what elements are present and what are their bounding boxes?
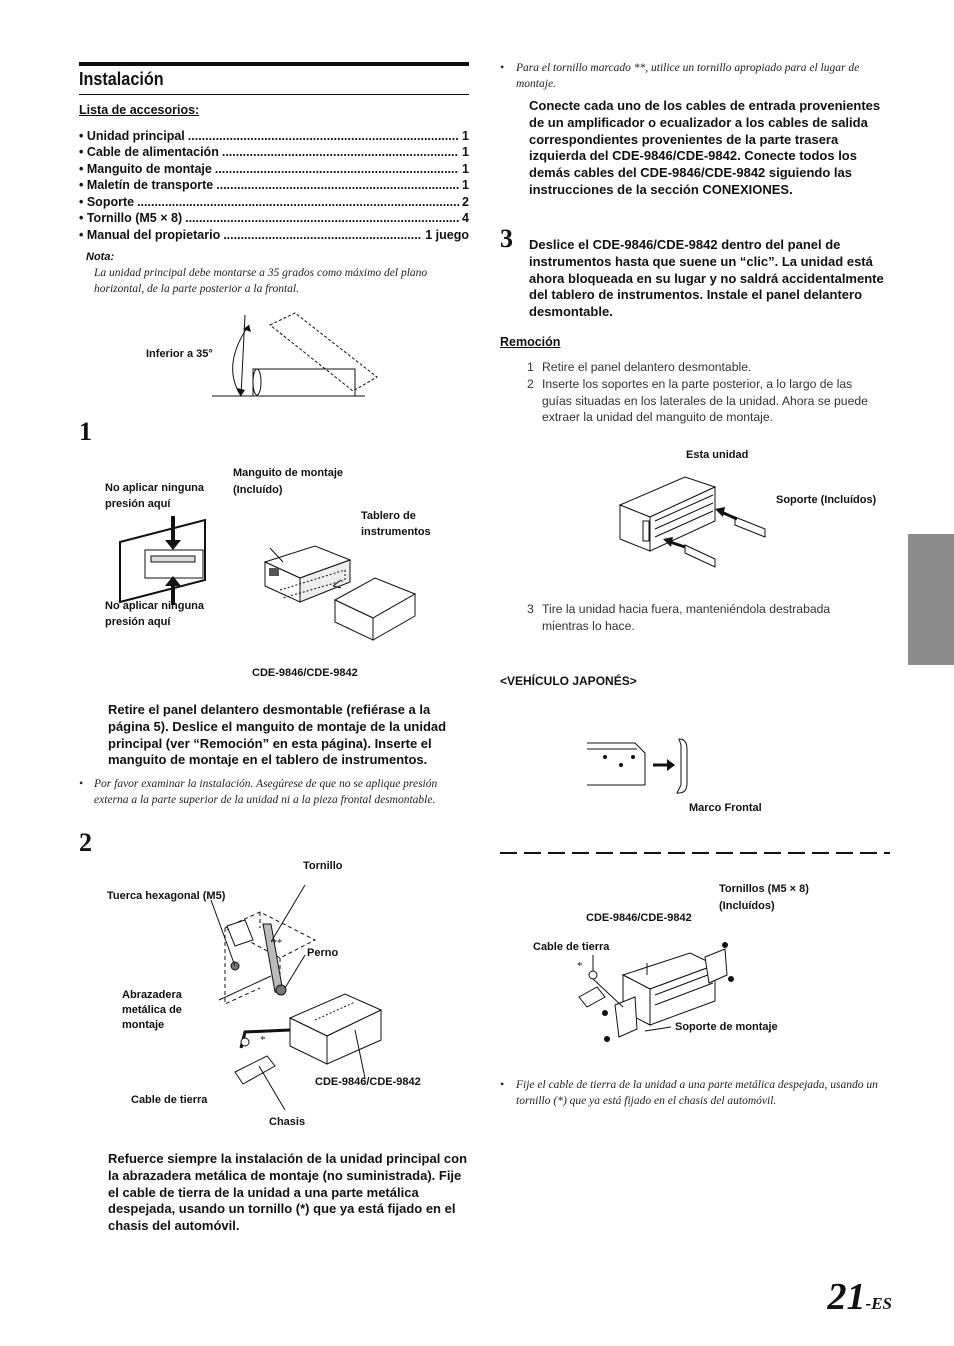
nota-label: Nota:	[86, 251, 115, 263]
step-3-number: 3	[500, 224, 513, 253]
label-mount-bracket: Soporte de montaje	[675, 1021, 778, 1033]
step-1-number: 1	[79, 417, 92, 446]
accessory-item: • Manual del propietario ..... 1 juego	[79, 225, 469, 242]
label-model-step1: CDE-9846/CDE-9842	[252, 667, 358, 679]
bottom-note-bullet: •	[500, 1079, 505, 1091]
accessories-heading: Lista de accesorios:	[79, 103, 200, 117]
accessory-item: • Soporte ..... 2	[79, 192, 469, 209]
label-model-right: CDE-9846/CDE-9842	[586, 912, 692, 924]
label-star-right: *	[577, 960, 583, 972]
nota-text: La unidad principal debe montarse a 35 grados como máximo del plano horizontal, de la parte posterior a la frontal.	[94, 267, 428, 295]
label-ground-right: Cable de tierra	[533, 941, 610, 953]
angle-illustration	[205, 305, 395, 405]
accessory-item: • Unidad principal ..... 1	[79, 126, 469, 143]
label-model-step2: CDE-9846/CDE-9842	[315, 1076, 421, 1088]
accessories-list	[79, 126, 469, 242]
label-strap: Abrazadera metálica de montaje	[122, 989, 182, 1031]
label-star-step2: *	[260, 1034, 266, 1046]
step-1-instruction: Retire el panel delantero desmontable (refiérase a la página 5). Deslice el manguito de montaje de la unidad principal (ver “Remoción” en esta página). Inserte el manguito de montaje en el tablero de instrumentos.	[108, 702, 447, 768]
label-front-frame: Marco Frontal	[689, 802, 762, 814]
label-this-unit: Esta unidad	[686, 449, 749, 461]
page-title: Instalación	[79, 69, 164, 89]
step-1-note-bullet: •	[79, 778, 84, 790]
removal-step-2: Inserte los soportes en la parte posterior, a lo largo de las guías situadas en los laterales de la unidad. Ahora se puede extraer la unidad del manguito de montaje.	[542, 377, 868, 424]
removal-illustration	[615, 465, 775, 575]
front-frame-illustration	[585, 735, 695, 795]
japanese-vehicle-heading: <VEHÍCULO JAPONÉS>	[500, 674, 637, 688]
section-divider	[500, 852, 890, 854]
top-note: Para el tornillo marcado **, utilice un tornillo apropiado para el lugar de montaje.	[516, 62, 860, 90]
connect-instruction: Conecte cada uno de los cables de entrada provenientes de un amplificador o ecualizador a los cables de salida correspondientes provenientes de la parte trasera izquierda del CDE-9846/CDE-9842. Conecte todos los demás cables del CDE-9846/CDE-9842 siguiendo las instrucciones de la sección CONEXIONES.	[529, 98, 881, 197]
removal-heading: Remoción	[500, 335, 561, 349]
angle-label: Inferior a 35°	[146, 348, 213, 360]
label-screw: Tornillo	[303, 860, 343, 872]
accessory-item: • Maletín de transporte ..... 1	[79, 176, 469, 193]
top-note-bullet: •	[500, 62, 505, 74]
removal-step-1: Retire el panel delantero desmontable.	[542, 360, 752, 374]
label-nut: Tuerca hexagonal (M5)	[107, 890, 226, 902]
bottom-note: Fije el cable de tierra de la unidad a una parte metálica despejada, usando un tornillo (*) que ya está fijado en el chasis del automóvil.	[516, 1079, 878, 1107]
label-no-pressure-bottom: No aplicar ninguna presión aquí	[105, 600, 205, 628]
accessory-item: • Tornillo (M5 × 8) ..... 4	[79, 209, 469, 226]
removal-step-2-num: 2	[527, 377, 534, 391]
step2-illustration	[205, 880, 395, 1100]
label-chassis: Chasis	[269, 1116, 306, 1128]
label-no-pressure-top: No aplicar ninguna presión aquí	[105, 482, 205, 510]
label-bolt: Perno	[307, 947, 339, 959]
label-bracket: Soporte (Incluídos)	[776, 494, 877, 506]
removal-step-3: Tire la unidad hacia fuera, manteniéndola destrabada mientras lo hace.	[542, 602, 831, 633]
accessory-item: • Cable de alimentación ..... 1	[79, 143, 469, 160]
side-tab	[908, 534, 954, 665]
title-underline	[79, 94, 469, 95]
label-dashboard: Tablero de instrumentos	[361, 510, 431, 538]
step-2-number: 2	[79, 828, 92, 857]
page-number-value: 21	[827, 1276, 866, 1318]
removal-step-3-num: 3	[527, 602, 534, 616]
step-2-instruction: Refuerce siempre la instalación de la unidad principal con la abrazadera metálica de montaje (no suministrada). Fije el cable de tierra de la unidad a una parte metálica despejada, usando un tornillo (*) que ya está fijado en el chasis del automóvil.	[108, 1151, 468, 1234]
label-ground-step2: Cable de tierra	[131, 1094, 208, 1106]
title-rule	[79, 62, 469, 66]
label-screws: Tornillos (M5 × 8) (Incluídos)	[719, 883, 809, 912]
removal-step-1-num: 1	[527, 360, 534, 374]
page-number-suffix: -ES	[865, 1294, 892, 1313]
step-1-note: Por favor examinar la instalación. Asegúrese de que no se aplique presión externa a la parte superior de la unidad ni a la pieza frontal desmontable.	[94, 778, 438, 806]
step-3-instruction: Deslice el CDE-9846/CDE-9842 dentro del panel de instrumentos hasta que suene un “clic”. La unidad está ahora bloqueada en su lugar y no saldrá accidentalmente del tablero de instrumentos. Instale el panel delantero desmontable.	[529, 237, 884, 320]
accessory-item: • Manguito de montaje ..... 1	[79, 159, 469, 176]
label-sleeve: Manguito de montaje (Incluído)	[233, 467, 343, 496]
page-number	[828, 1275, 892, 1319]
label-stars-step2: **	[272, 938, 282, 949]
